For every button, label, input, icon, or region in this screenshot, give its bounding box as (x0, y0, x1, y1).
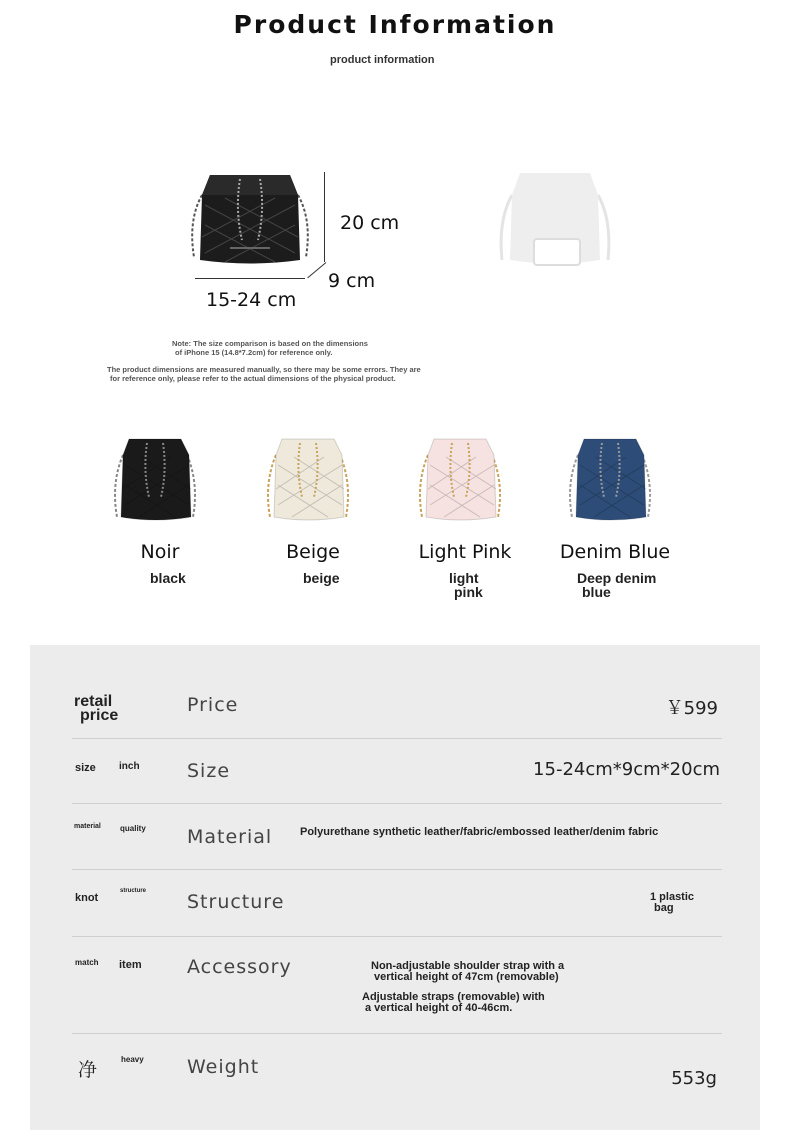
weight-label: Weight (187, 1056, 260, 1078)
net-icon: 净 (78, 1059, 98, 1081)
width-label: 15-24 cm (206, 289, 297, 311)
material-value: Polyurethane synthetic leather/fabric/embossed leather/denim fabric (300, 826, 659, 838)
accessory-value-adjustable: Adjustable straps (removable) with a vertical height of 40-46cm. (362, 991, 545, 1014)
variant-image (410, 433, 510, 523)
measurement-note: The product dimensions are measured manually, so there may be some errors. They are for reference only, please refer to the actual dimensions of the physical product. (107, 365, 421, 383)
variant-subname: black (150, 570, 186, 586)
row-divider (72, 738, 722, 739)
weight-value: 553g (671, 1068, 717, 1089)
accessory-label: Accessory (187, 956, 292, 978)
size-value: 15-24cm*9cm*20cm (533, 759, 720, 780)
bag-black-image (180, 165, 320, 275)
variant-subname: beige (303, 570, 340, 586)
structure-icon: structure (120, 888, 147, 894)
size-icon: size (75, 762, 96, 774)
page-subtitle: product information (330, 54, 435, 66)
structure-value: 1 plastic bag (650, 891, 695, 914)
height-label: 20 cm (340, 212, 400, 234)
quality-icon: quality (120, 824, 146, 833)
variant-name: Noir (140, 541, 180, 563)
variant-image (105, 433, 205, 523)
height-dimension-line (324, 172, 325, 262)
phone-size-comparison-image (490, 165, 620, 275)
variant-subname: Deep denim blue (577, 570, 657, 600)
depth-label: 9 cm (328, 270, 376, 292)
price-value: ￥599 (665, 698, 718, 719)
variant-image (560, 433, 660, 523)
knot-icon: knot (75, 892, 99, 904)
accessory-value-fixed: Non-adjustable shoulder strap with a vertical height of 47cm (removable) (371, 960, 565, 983)
variant-name: Beige (286, 541, 340, 563)
variant-name: Light Pink (418, 541, 512, 563)
variant-subname: light pink (449, 570, 483, 600)
material-label: Material (187, 826, 273, 848)
row-divider (72, 936, 722, 937)
variant-name: Denim Blue (559, 541, 671, 563)
page-title: Product Information (233, 10, 557, 39)
size-label: Size (187, 760, 231, 782)
row-divider (72, 803, 722, 804)
row-divider (72, 869, 722, 870)
match-icon: match (75, 958, 99, 967)
width-dimension-line (195, 278, 305, 279)
variant-image (258, 433, 358, 523)
heavy-icon: heavy (121, 1055, 144, 1064)
material-icon: material (74, 823, 101, 830)
structure-label: Structure (187, 891, 285, 913)
price-icon: retail price (74, 693, 119, 724)
inch-icon: inch (119, 761, 140, 772)
price-label: Price (187, 694, 239, 716)
item-icon: item (119, 959, 142, 971)
size-comparison-note: Note: The size comparison is based on the dimensions of iPhone 15 (14.8*7.2cm) for reference only. (172, 339, 368, 357)
row-divider (72, 1033, 722, 1034)
